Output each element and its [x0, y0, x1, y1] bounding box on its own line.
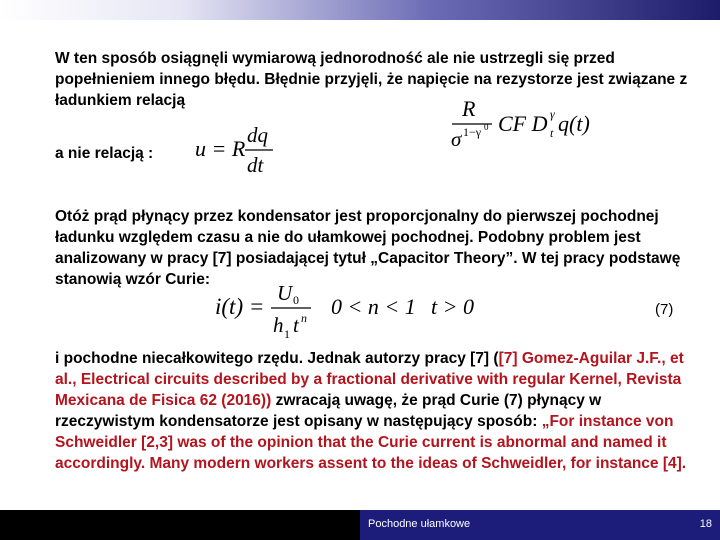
quoted-text: „For instance von Schweidler [2,3] was of the opinion that the Curie current is abnormal and named it accordingly. Many modern workers assent to the ideas of Schweidler, for instance [4].: [55, 413, 687, 472]
formula1-sigma-exponent: 1−γ: [463, 125, 482, 139]
formula1-operator-sup: γ: [550, 107, 555, 121]
formula3-denominator: h: [273, 313, 284, 337]
formula2-denominator: dt: [247, 153, 264, 177]
page-number: 18: [699, 518, 712, 530]
equation-number: (7): [655, 301, 674, 318]
paragraph-1: W ten sposób osiągnęli wymiarową jednorodność ale nie ustrzegli się przed popełnieniem innego błędu. Błędnie przyjęli, że napięcie na rezystorze jest związane z ładunkiem relacją: [55, 50, 688, 109]
paragraph-2: a nie relacją :: [55, 145, 154, 162]
formula3-numerator: U: [277, 281, 293, 305]
formula3-numerator-sub: 0: [293, 293, 299, 307]
formula1-tail: q(t): [558, 111, 590, 136]
formula1-operator-sub: t: [550, 126, 554, 140]
footer-title: Pochodne ułamkowe: [368, 518, 471, 530]
formula-curie-law: [213, 278, 493, 340]
formula3-condition-n: 0 < n < 1: [331, 294, 416, 319]
formula1-sigma-exponent-sub: 0: [484, 122, 489, 132]
paragraph-4-middle: zwracają uwagę, że prąd Curie (7) płynący w rzeczywistym kondensatorze jest opisany w następujący sposób:: [55, 392, 602, 430]
formula3-lhs: i(t) =: [215, 294, 265, 319]
paragraph-4: [55, 348, 695, 474]
formula3-condition-t: t > 0: [431, 294, 474, 319]
formula3-denominator-t: t: [293, 313, 299, 337]
paragraph-3: Otóż prąd płynący przez kondensator jest proporcjonalny do pierwszej pochodnej ładunku względem czasu a nie do ułamkowej pochodnej. Podobny problem jest analizowany w pracy [7] posiadającej tytuł „Capacitor Theory”. W tej pracy podstawę stanowią wzór Curie:: [55, 208, 681, 288]
formula1-operator: CF D: [498, 111, 548, 136]
formula3-denominator-sub: 1: [284, 327, 290, 340]
formula2-numerator: dq: [247, 123, 268, 147]
reference-citation: [7] Gomez-Aguilar J.F., et al., Electrical circuits described by a fractional derivative with regular Kernel, Revista Mexicana de Fisica 62 (2016)): [55, 350, 684, 409]
formula3-denominator-sup: n: [301, 311, 307, 325]
paragraph-4-intro: i pochodne niecałkowitego rzędu. Jednak autorzy pracy [7] (: [55, 350, 499, 367]
formula-resistor-voltage: [193, 122, 283, 178]
formula2-lhs: u = R: [195, 136, 246, 161]
header-bar: [0, 0, 720, 20]
formula1-numerator: R: [462, 96, 476, 121]
footer-bar: [0, 510, 720, 540]
formula1-sigma: σ: [451, 127, 462, 151]
